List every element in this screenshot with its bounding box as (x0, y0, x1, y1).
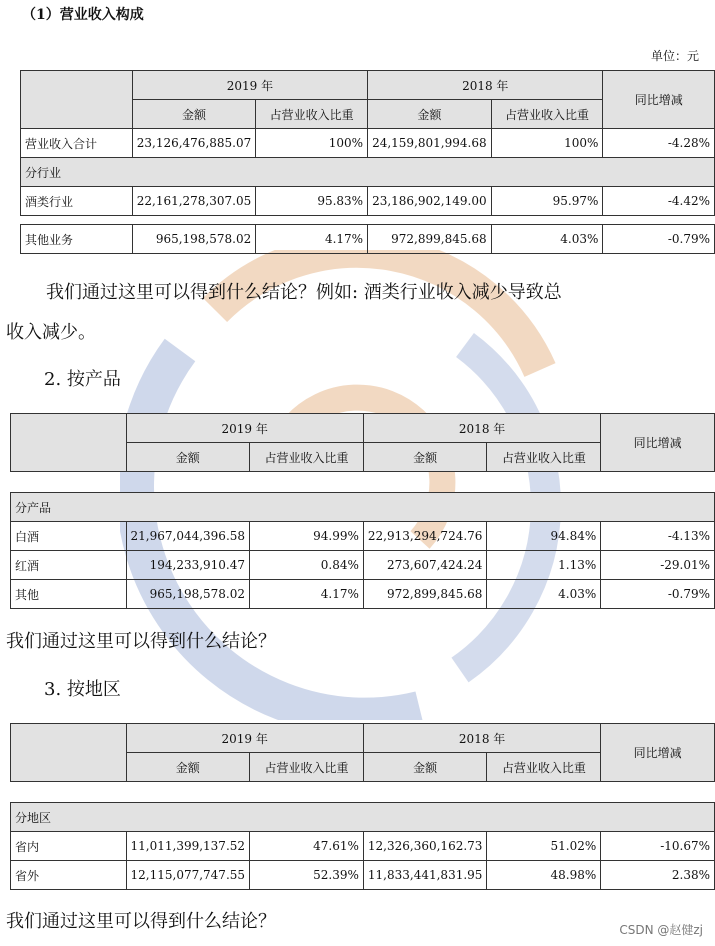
revenue-composition-table (20, 70, 715, 254)
question-text: 我们通过这里可以得到什么结论？ (6, 631, 276, 652)
table-row: 红酒 194,233,910.47 0.84% 273,607,424.24 1.13% -29.01% (11, 551, 715, 580)
header-blank (11, 414, 127, 472)
question-text: 我们通过这里可以得到什么结论？ (6, 911, 276, 932)
header-yoy: 同比增减 (601, 724, 715, 782)
section-title-product: 2. 按产品 (44, 369, 121, 390)
header-2019: 2019 年 (126, 414, 363, 443)
header-blank (11, 724, 127, 782)
row-gap (11, 472, 715, 493)
table-row: 白酒 21,967,044,396.58 94.99% 22,913,294,724.76 94.84% -4.13% (11, 522, 715, 551)
group-row: 分产品 (11, 493, 715, 522)
header-share: 占营业收入比重 (487, 753, 601, 782)
header-2018: 2018 年 (368, 71, 603, 100)
header-share: 占营业收入比重 (250, 443, 364, 472)
header-2019: 2019 年 (132, 71, 367, 100)
header-amount: 金额 (363, 753, 487, 782)
header-yoy: 同比增减 (603, 71, 715, 129)
unit-label: 单位：元 (650, 49, 699, 63)
header-amount: 金额 (126, 443, 250, 472)
header-share: 占营业收入比重 (256, 100, 368, 129)
row-gap (21, 216, 715, 225)
header-2019: 2019 年 (126, 724, 363, 753)
header-yoy: 同比增减 (601, 414, 715, 472)
header-share: 占营业收入比重 (487, 443, 601, 472)
group-row: 分地区 (11, 803, 715, 832)
header-amount: 金额 (132, 100, 256, 129)
table-row: 酒类行业 22,161,278,307.05 95.83% 23,186,902,149.00 95.97% -4.42% (21, 187, 715, 216)
header-2018: 2018 年 (363, 414, 600, 443)
table-row: 营业收入合计 23,126,476,885.07 100% 24,159,801,994.68 100% -4.28% (21, 129, 715, 158)
table-row: 其他业务 965,198,578.02 4.17% 972,899,845.68 4.03% -0.79% (21, 225, 715, 254)
table-row: 省内 11,011,399,137.52 47.61% 12,326,360,162.73 51.02% -10.67% (11, 832, 715, 861)
product-table (10, 413, 715, 609)
table-row: 其他 965,198,578.02 4.17% 972,899,845.68 4.03% -0.79% (11, 580, 715, 609)
paragraph-line: 收入减少。 (6, 322, 96, 343)
header-share: 占营业收入比重 (250, 753, 364, 782)
header-amount: 金额 (363, 443, 487, 472)
section-heading: （1）营业收入构成 (22, 7, 144, 23)
group-row: 分行业 (21, 158, 715, 187)
row-gap (11, 782, 715, 803)
header-amount: 金额 (368, 100, 492, 129)
csdn-watermark-text: CSDN @赵健zj (619, 923, 703, 937)
header-2018: 2018 年 (363, 724, 600, 753)
header-share: 占营业收入比重 (491, 100, 603, 129)
header-blank (21, 71, 133, 129)
section-title-region: 3. 按地区 (44, 679, 121, 700)
header-amount: 金额 (126, 753, 250, 782)
region-table (10, 723, 715, 890)
table-row: 省外 12,115,077,747.55 52.39% 11,833,441,831.95 48.98% 2.38% (11, 861, 715, 890)
paragraph-line: 我们通过这里可以得到什么结论？例如: 酒类行业收入减少导致总 (46, 282, 562, 303)
